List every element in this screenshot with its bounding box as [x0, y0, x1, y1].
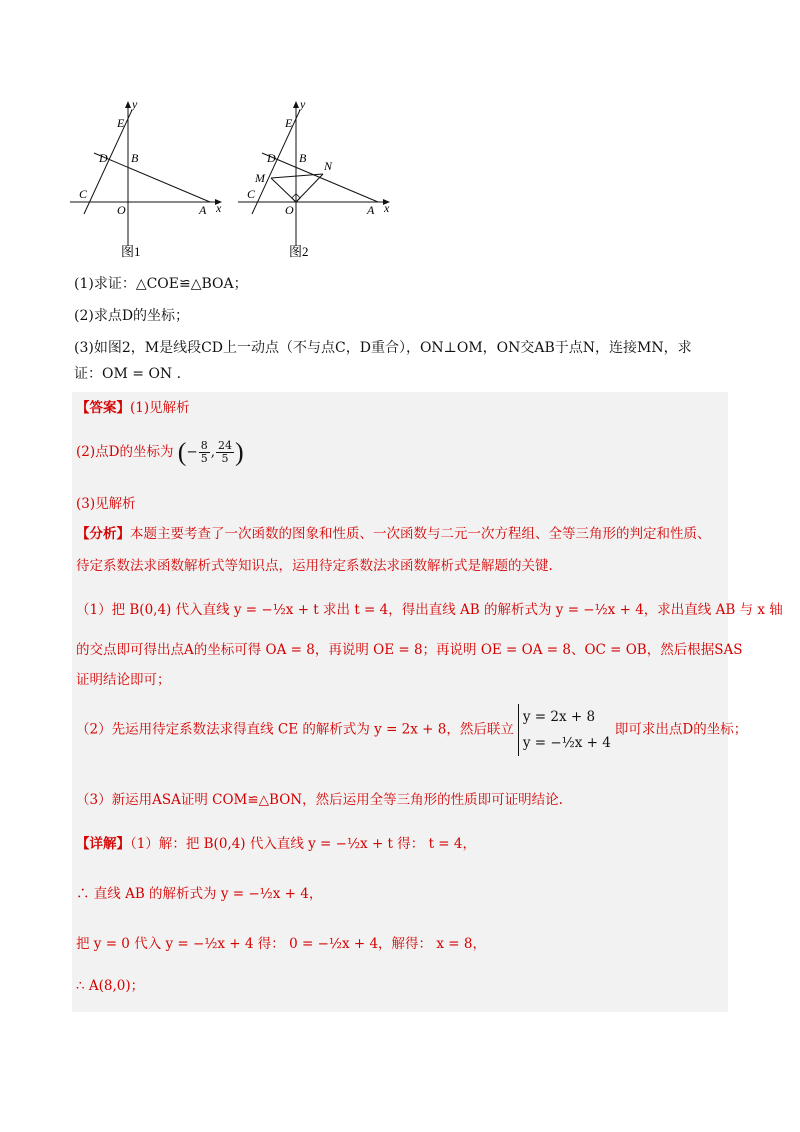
analysis-step-1b: 的交点即可得出点A的坐标可得 OA = 8，再说明 OE = 8；再说明 OE = OA = 8、OC = OB，然后根据SAS [76, 642, 743, 658]
label-e: E [285, 116, 293, 130]
label-n: N [324, 159, 333, 173]
label-b: B [131, 151, 139, 165]
equation-1: y = 2x + 8 [522, 709, 596, 725]
answer-1: (1)见解析 [130, 400, 190, 416]
figure-2-diagram [238, 96, 398, 266]
detail-tag: 【详解】 [76, 836, 130, 852]
answer-2-y-fraction [216, 440, 234, 465]
equation-system [518, 704, 611, 756]
detail-line-1 [76, 834, 476, 854]
label-a: A [199, 203, 207, 217]
label-y: y [300, 97, 306, 111]
y-axis-arrow [293, 101, 299, 108]
analysis-p1: 本题主要考查了一次函数的图象和性质、一次函数与二元一次方程组、全等三角形的判定和性质、 [130, 526, 711, 542]
detail-d2: ∴ 直线 AB 的解析式为 y = −½x + 4， [76, 886, 323, 902]
label-o: O [117, 203, 126, 217]
analysis-line-1 [76, 524, 711, 544]
solution-panel [72, 392, 728, 1012]
label-x: x [216, 201, 222, 215]
answer-2-y-num: 24 [218, 439, 233, 452]
equation-2: y = −½x + 4 [522, 735, 611, 751]
label-c: C [79, 187, 88, 201]
figure-1 [70, 96, 230, 266]
answer-line-1 [76, 398, 190, 418]
line-ab [94, 153, 210, 202]
analysis-step-2 [76, 704, 747, 756]
label-c: C [247, 187, 256, 201]
question-2: (2)求点D的坐标； [74, 308, 190, 324]
y-axis-arrow [125, 101, 131, 108]
answer-2-close-paren: ) [235, 437, 244, 467]
label-x: x [384, 201, 390, 215]
line-ce [84, 110, 132, 214]
figure-2-caption: 图2 [289, 244, 309, 259]
detail-d4: ∴ A(8,0)； [76, 978, 145, 994]
answer-2-prefix: (2)点D的坐标为 [76, 444, 174, 460]
label-a: A [367, 203, 375, 217]
analysis-tag: 【分析】 [76, 526, 130, 542]
analysis-step-1a: （1）把 B(0,4) 代入直线 y = −½x + t 求出 t = 4，得出直线 AB 的解析式为 y = −½x + 4，求出直线 AB 与 x 轴 [76, 602, 783, 618]
answer-2-x-fraction [199, 440, 210, 465]
answer-tag: 【答案】 [76, 400, 130, 416]
answer-2-x-den: 5 [200, 452, 208, 465]
analysis-step-3: （3）新运用ASA证明 COM≌△BON，然后运用全等三角形的性质即可证明结论. [76, 792, 563, 808]
figure-2 [238, 96, 398, 266]
question-3-line-1: (3)如图2，M是线段CD上一动点（不与点C，D重合），ON⊥OM，ON交AB于点N，连接MN，求 [74, 340, 692, 356]
analysis-step-2-tail: 即可求出点D的坐标； [614, 721, 748, 738]
answer-2-x-num: 8 [200, 439, 208, 452]
label-o: O [285, 203, 294, 217]
answer-line-2: (2)点D的坐标为 (− $\frac{8}{5}$ , $\frac{24}{5}$ ) [76, 437, 244, 467]
analysis-p2: 待定系数法求函数解析式等知识点，运用待定系数法求函数解析式是解题的关键. [76, 558, 553, 574]
question-3-line-2: 证：OM = ON . [74, 366, 182, 382]
label-e: E [117, 116, 125, 130]
answer-2-open-paren: ( [177, 437, 187, 467]
analysis-step-1c: 证明结论即可； [76, 672, 171, 688]
figure-1-diagram [70, 96, 230, 266]
label-d: D [267, 151, 276, 165]
label-y: y [132, 97, 138, 111]
label-b: B [299, 151, 307, 165]
detail-d3: 把 y = 0 代入 y = −½x + 4 得： 0 = −½x + 4，解得： x = 8， [76, 936, 486, 952]
analysis-step-2-text: （2）先运用待定系数法求得直线 CE 的解析式为 y = 2x + 8，然后联立 [76, 721, 514, 738]
label-m: M [255, 171, 265, 185]
figure-1-caption: 图1 [121, 244, 141, 259]
label-d: D [99, 151, 108, 165]
answer-2-y-den: 5 [221, 452, 229, 465]
answer-3: (3)见解析 [76, 496, 136, 512]
detail-d1: （1）解：把 B(0,4) 代入直线 y = −½x + t 得： t = 4， [130, 836, 476, 852]
question-1: (1)求证：△COE≌△BOA； [74, 276, 248, 292]
